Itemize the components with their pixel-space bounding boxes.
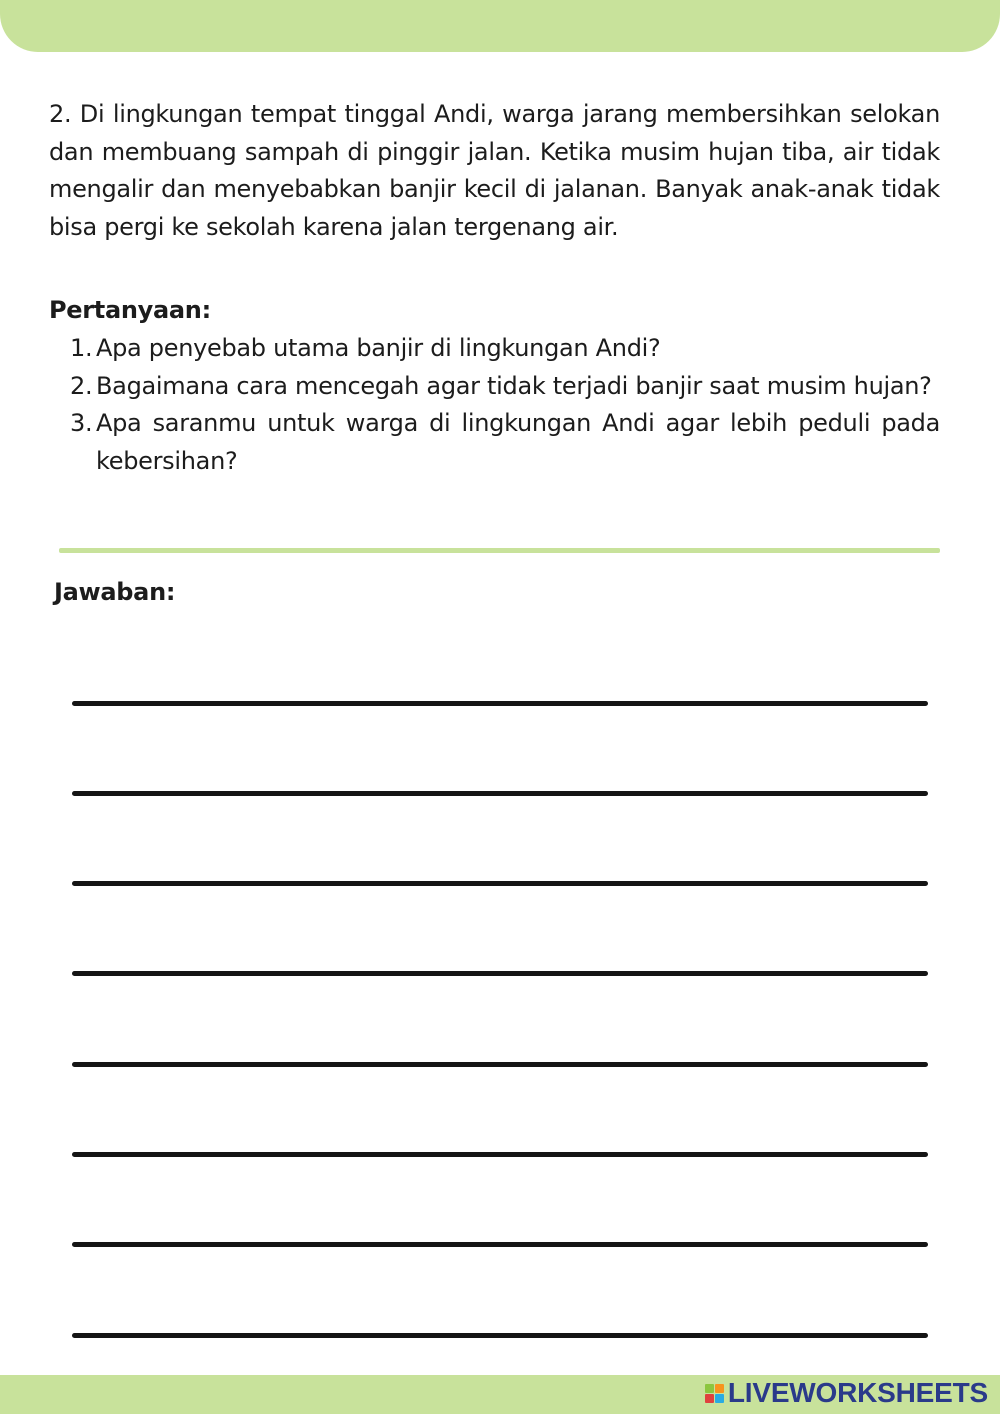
question-number: 3. [70,409,93,437]
question-number: 1. [70,334,93,362]
question-item-2 [60,368,940,406]
answer-heading: Jawaban: [54,578,176,606]
questions-heading: Pertanyaan: [49,296,211,324]
answer-line-2[interactable] [72,791,928,796]
question-number: 2. [70,371,93,400]
logo-square-blue [715,1394,724,1403]
question-item-1 [60,330,940,368]
answer-line-5[interactable] [72,1062,928,1067]
liveworksheets-logo-icon [705,1384,724,1403]
answer-line-3[interactable] [72,881,928,886]
section-divider [59,548,940,553]
answer-line-4[interactable] [72,971,928,976]
question-text: Apa saranmu untuk warga di lingkungan Andi agar lebih peduli pada kebersihan? [96,409,940,475]
answer-line-1[interactable] [72,701,928,706]
liveworksheets-brand[interactable] [705,1377,988,1409]
question-text: Apa penyebab utama banjir di lingkungan Andi? [96,334,661,362]
top-banner [0,0,1000,52]
brand-name: LIVEWORKSHEETS [727,1377,988,1408]
answer-line-6[interactable] [72,1152,928,1157]
logo-square-orange [715,1384,724,1393]
logo-square-red [705,1394,714,1403]
logo-square-green [705,1384,714,1393]
story-passage: 2. Di lingkungan tempat tinggal Andi, warga jarang membersihkan selokan dan membuang sampah di pinggir jalan. Ketika musim hujan tiba, air tidak mengalir dan menyebabkan banjir kecil di jalanan. Banyak anak-anak tidak bisa pergi ke sekolah karena jalan tergenang air. [49,100,940,241]
question-item-3 [60,405,940,480]
question-text: Bagaimana cara mencegah agar tidak terjadi banjir saat musim hujan? [96,371,932,400]
question-list [60,330,940,480]
answer-line-8[interactable] [72,1333,928,1338]
answer-line-7[interactable] [72,1242,928,1247]
